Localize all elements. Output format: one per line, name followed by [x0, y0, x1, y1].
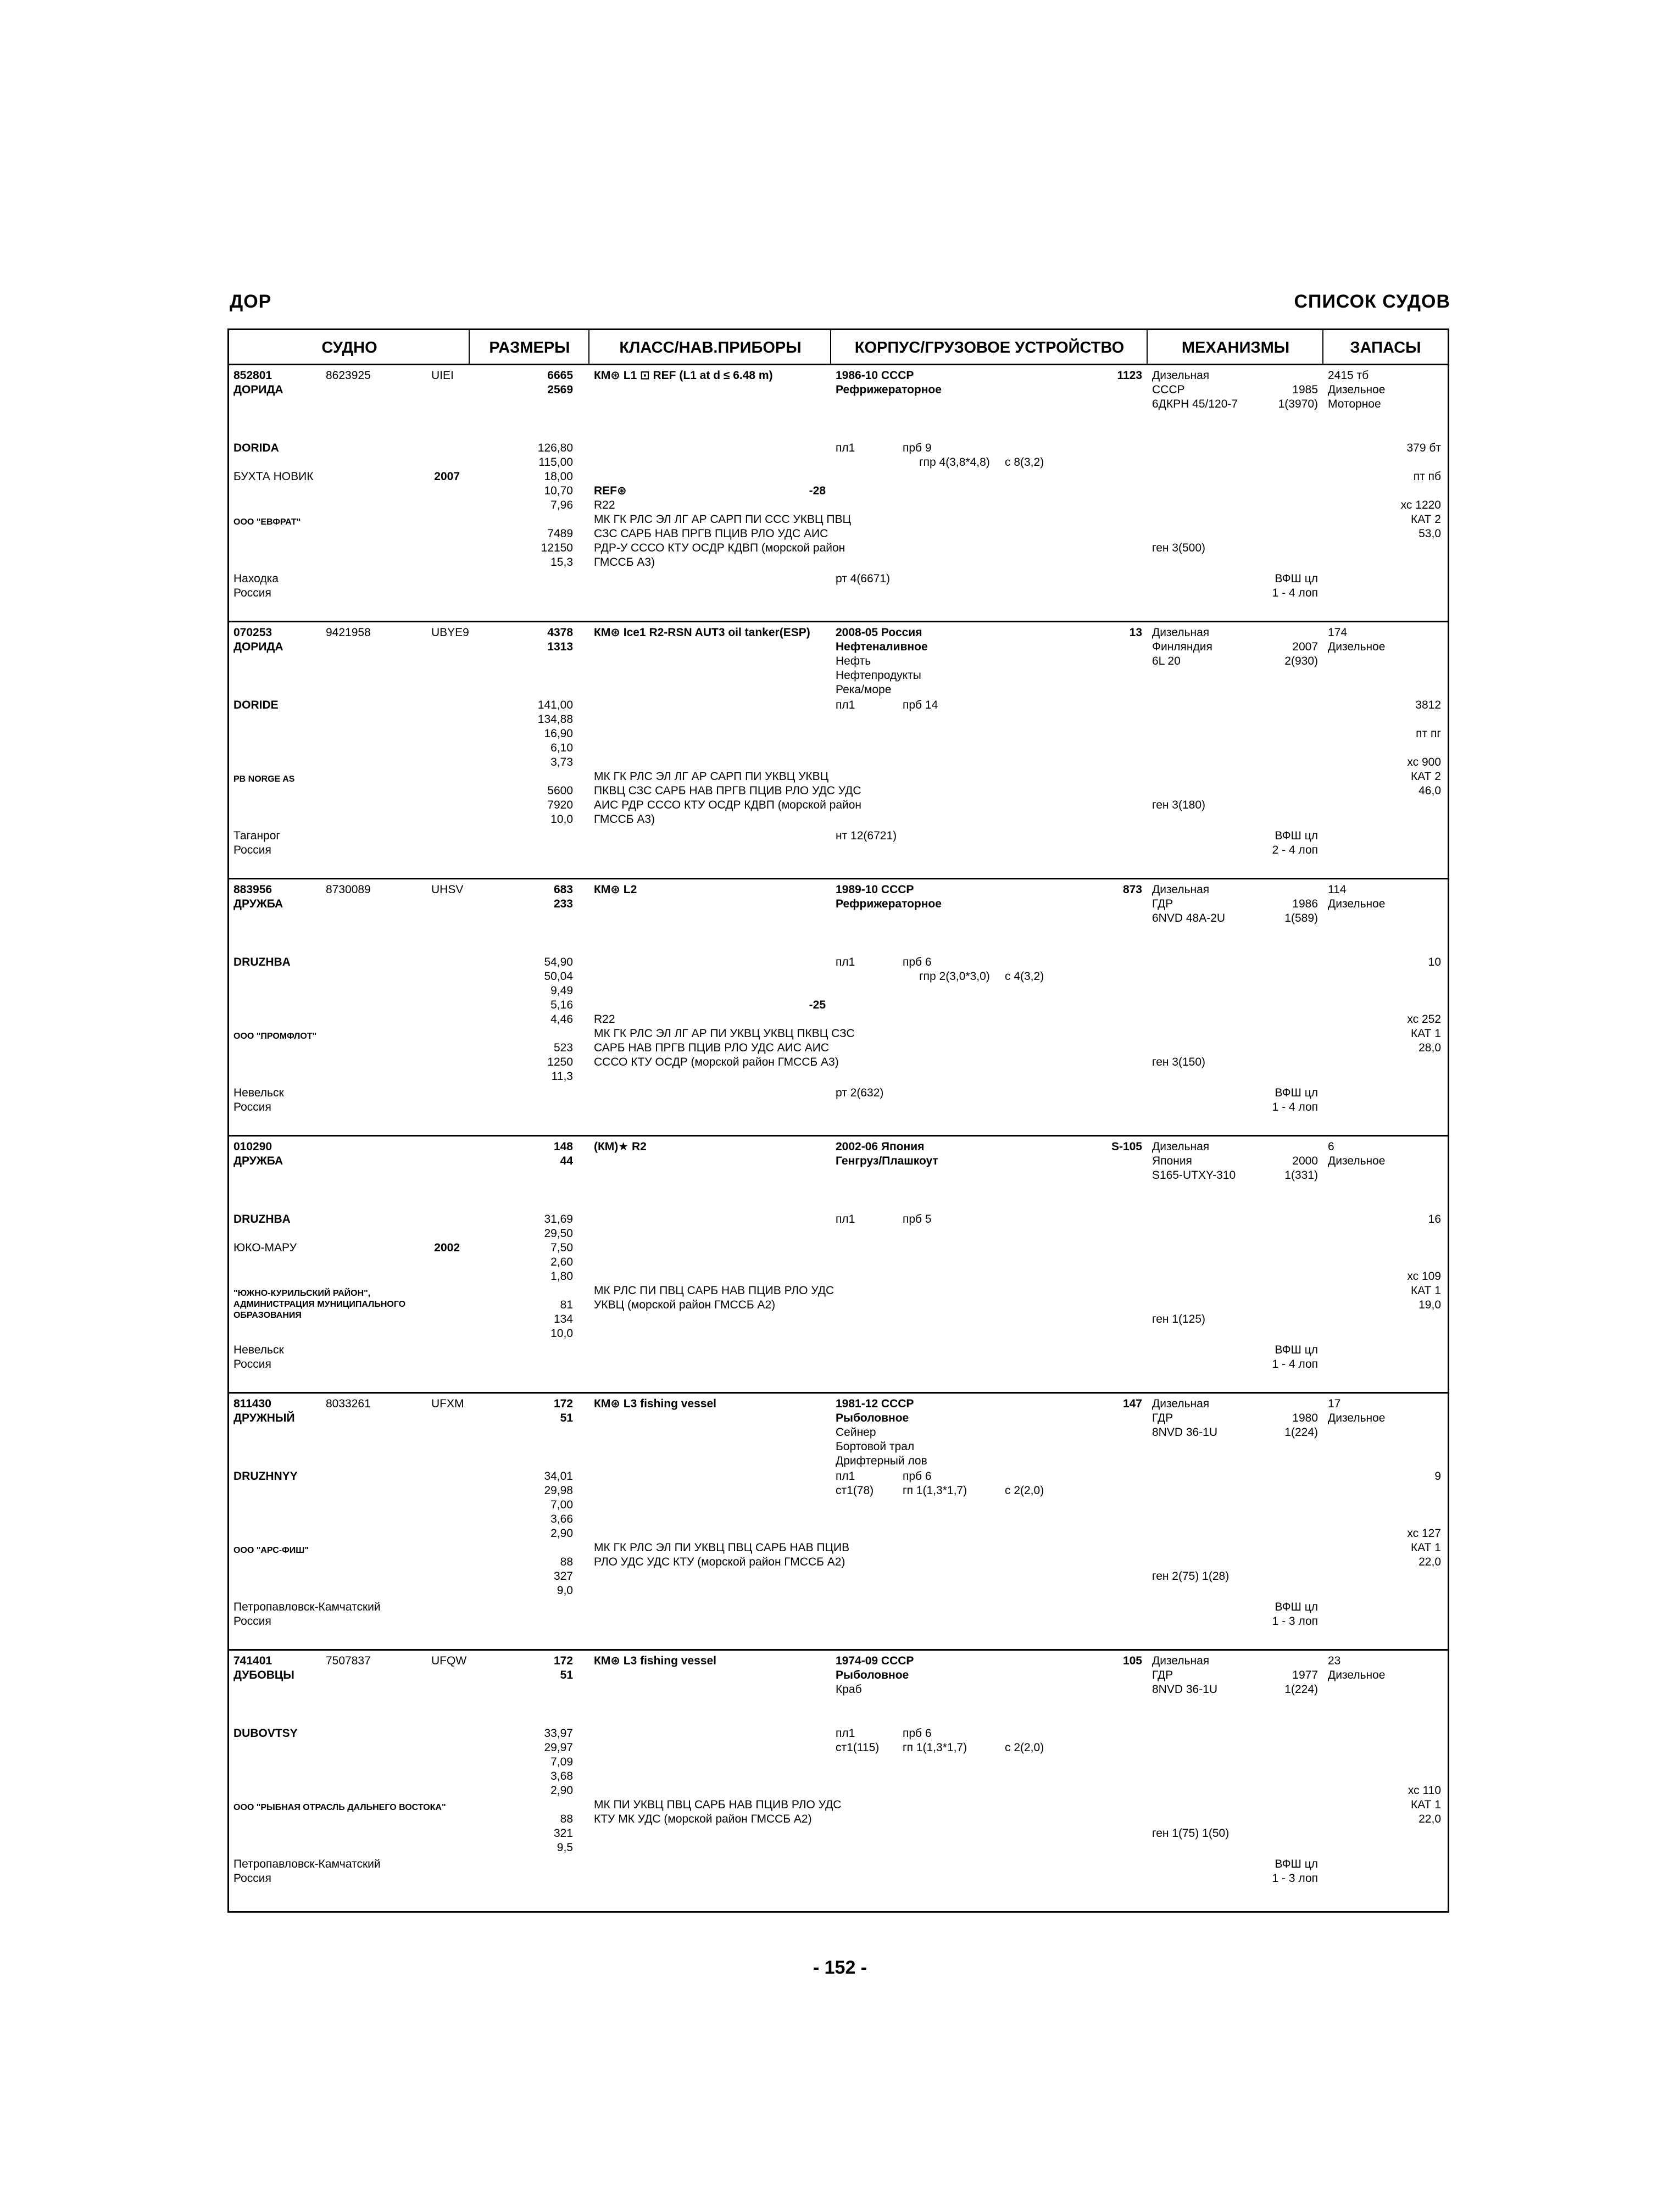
hull-deck: пл1: [836, 699, 855, 711]
nav-equipment-line: ПКВЦ СЗС САРБ НАВ ПРГВ ПЦИВ РЛО УДС УДС: [594, 784, 861, 797]
ship-list-table: [227, 328, 1449, 1913]
hull-type: Дрифтерный лов: [836, 1455, 927, 1467]
ship-home-port: Находка: [233, 572, 279, 585]
class-refrigeration: R22: [594, 499, 615, 511]
stores-fuel: 114: [1328, 883, 1347, 896]
nav-equipment-line: МК ГК РЛС ЭЛ ЛГ АР САРП ПИ УКВЦ УКВЦ: [594, 770, 829, 783]
ship-name-latin: DUBOVTSY: [233, 1727, 298, 1740]
size-value: 11,3: [551, 1070, 573, 1083]
hull-cargo-gear: с 8(3,2): [1005, 456, 1044, 469]
size-value: 141,00: [537, 699, 573, 711]
size-value: 81: [560, 1299, 573, 1311]
class-refrigeration: REF⊛: [594, 484, 627, 497]
size-value: 327: [553, 1570, 573, 1583]
nav-equipment-line: ГМССБ А3): [594, 556, 655, 569]
stores-fuel: Дизельное: [1328, 898, 1386, 910]
hull-yard-number: 873: [1122, 883, 1142, 896]
hull-deck: пл1: [836, 442, 855, 454]
machinery-info: СССР: [1152, 383, 1185, 396]
ship-flag-country: Россия: [233, 1358, 271, 1371]
stores-water: КАТ 2: [1411, 513, 1441, 526]
class-notation: КМ⊛ L2: [594, 883, 637, 896]
machinery-info: ГДР: [1152, 898, 1173, 910]
size-value: 3,73: [550, 756, 573, 768]
ship-build-year: 2007: [434, 470, 460, 483]
stores-value: 16: [1428, 1213, 1441, 1225]
hull-type: Рефрижераторное: [836, 383, 942, 396]
size-value: 9,0: [557, 1584, 573, 1597]
size-value: 3,68: [550, 1770, 573, 1782]
class-notation: КМ⊛ L3 fishing vessel: [594, 1397, 716, 1410]
size-value: 5600: [547, 784, 573, 797]
ship-home-port: Таганрог: [233, 829, 281, 842]
class-notation: КМ⊛ L3 fishing vessel: [594, 1654, 716, 1667]
size-value: 7,50: [550, 1241, 573, 1254]
machinery-value: 1977: [1292, 1669, 1318, 1681]
nav-equipment-line: КТУ МК УДС (морской район ГМССБ А2): [594, 1813, 812, 1825]
column-header-vessel: СУДНО: [229, 330, 470, 365]
hull-bulkheads: гп 1(1,3*1,7): [903, 1741, 967, 1754]
class-notation: КМ⊛ Ice1 R2-RSN AUT3 oil tanker(ESP): [594, 626, 810, 639]
ship-flag-country: Россия: [233, 587, 271, 599]
machinery-info: 6ДКРН 45/120-7: [1152, 398, 1238, 410]
size-value: 54,90: [544, 956, 573, 968]
ship-name-ru: ДОРИДА: [233, 640, 283, 653]
propeller-blades: 1 - 4 лоп: [1272, 1101, 1318, 1113]
size-value: 7,09: [550, 1756, 573, 1768]
size-net-tonnage: 2569: [547, 383, 573, 396]
ship-build-year: 2002: [434, 1241, 460, 1254]
hull-bulkheads: прб 6: [903, 1727, 932, 1740]
ship-name-ru: ДОРИДА: [233, 383, 283, 396]
stores-water: хс 109: [1407, 1270, 1441, 1283]
size-gross-tonnage: 6665: [547, 369, 573, 382]
size-value: 126,80: [537, 442, 573, 454]
class-notation: КМ⊛ L1 ⊡ REF (L1 at d ≤ 6.48 m): [594, 369, 773, 382]
size-net-tonnage: 233: [553, 898, 573, 910]
hull-bulkheads: гпр 2(3,0*3,0): [919, 970, 990, 983]
propeller-blades: 1 - 4 лоп: [1272, 1358, 1318, 1371]
hull-cargo-gear: с 4(3,2): [1005, 970, 1044, 983]
ship-owner: ООО "РЫБНАЯ ОТРАСЛЬ ДАЛЬНЕГО ВОСТОКА": [233, 1803, 446, 1812]
hull-type: Рефрижераторное: [836, 898, 942, 910]
stores-fuel: 2415 тб: [1328, 369, 1369, 382]
machinery-generators: ген 1(125): [1152, 1313, 1206, 1325]
machinery-info: Дизельная: [1152, 1654, 1210, 1667]
stores-water: КАТ 1: [1411, 1798, 1441, 1811]
nav-equipment-line: МК ГК РЛС ЭЛ ЛГ АР ПИ УКВЦ УКВЦ ПКВЦ СЗС: [594, 1027, 855, 1040]
machinery-value: 2000: [1292, 1155, 1318, 1167]
stores-fuel: Дизельное: [1328, 383, 1386, 396]
stores-type: пт пг: [1416, 727, 1441, 740]
ship-imo-number: 8623925: [326, 369, 371, 382]
size-gross-tonnage: 4378: [547, 626, 573, 639]
machinery-info: Финляндия: [1152, 640, 1212, 653]
size-net-tonnage: 51: [560, 1412, 573, 1424]
machinery-value: 1(224): [1284, 1683, 1318, 1696]
ship-owner: "ЮЖНО-КУРИЛЬСКИЙ РАЙОН", АДМИНИСТРАЦИЯ МУНИЦИПАЛЬНОГО ОБРАЗОВАНИЯ: [233, 1289, 406, 1320]
ship-record: [229, 1137, 1448, 1394]
size-value: 88: [560, 1556, 573, 1568]
ship-record: [229, 365, 1448, 622]
hull-type: Сейнер: [836, 1426, 876, 1439]
nav-equipment-line: СЗС САРБ НАВ ПРГВ ПЦИВ РЛО УДС АИС: [594, 527, 828, 540]
size-gross-tonnage: 683: [553, 883, 573, 896]
propeller-blades: 1 - 3 лоп: [1272, 1615, 1318, 1628]
ship-owner: PB NORGE AS: [233, 775, 295, 784]
size-value: 7489: [547, 527, 573, 540]
ship-home-port: Петропавловск-Камчатский: [233, 1858, 381, 1870]
size-net-tonnage: 51: [560, 1669, 573, 1681]
nav-equipment-line: СССО КТУ ОСДР (морской район ГМССБ А3): [594, 1056, 839, 1068]
page-number: - 152 -: [813, 1957, 867, 1978]
ship-call-sign: UBYE9: [431, 626, 469, 639]
size-value: 115,00: [538, 456, 573, 469]
nav-equipment-line: МК ГК РЛС ЭЛ ЛГ АР САРП ПИ ССС УКВЦ ПВЦ: [594, 513, 852, 526]
machinery-value: 1985: [1292, 383, 1318, 396]
stores-water: хс 252: [1407, 1013, 1441, 1026]
machinery-value: 1(224): [1284, 1426, 1318, 1439]
stores-water: 46,0: [1418, 784, 1441, 797]
stores-fuel: Дизельное: [1328, 1155, 1386, 1167]
size-value: 29,97: [544, 1741, 573, 1754]
stores-water: хс 1220: [1400, 499, 1441, 511]
nav-equipment-line: МК ГК РЛС ЭЛ ПИ УКВЦ ПВЦ САРБ НАВ ПЦИВ: [594, 1541, 850, 1554]
machinery-info: 8NVD 36-1U: [1152, 1683, 1218, 1696]
nav-equipment-line: ГМССБ А3): [594, 813, 655, 826]
column-divider: [588, 330, 589, 365]
column-divider: [469, 330, 470, 365]
stores-fuel: Моторное: [1328, 398, 1381, 410]
hull-deck: пл1: [836, 956, 855, 968]
ship-name-latin: DORIDA: [233, 442, 279, 454]
class-temperature: -28: [809, 484, 826, 497]
size-value: 2,90: [550, 1527, 573, 1540]
hull-yard-number: 147: [1122, 1397, 1142, 1410]
size-value: 6,10: [550, 742, 573, 754]
stores-value: 10: [1428, 956, 1441, 968]
ship-registry-number: 741401: [233, 1654, 272, 1667]
machinery-value: 2007: [1292, 640, 1318, 653]
hull-deck: пл1: [836, 1727, 855, 1740]
column-header-class: КЛАСС/НАВ.ПРИБОРЫ: [589, 330, 831, 365]
ship-record: [229, 879, 1448, 1137]
ship-owner: ООО "ПРОМФЛОТ": [233, 1032, 317, 1041]
propeller-type: ВФШ цл: [1275, 1344, 1318, 1356]
size-value: 10,70: [544, 484, 573, 497]
hull-yard-number: 13: [1129, 626, 1142, 639]
class-temperature: -25: [809, 999, 826, 1011]
ship-record: [229, 622, 1448, 879]
propeller-type: ВФШ цл: [1275, 1087, 1318, 1099]
ship-flag-country: Россия: [233, 1615, 271, 1628]
column-divider: [830, 330, 831, 365]
nav-equipment-line: МК ПИ УКВЦ ПВЦ САРБ НАВ ПЦИВ РЛО УДС: [594, 1798, 842, 1811]
size-value: 12150: [541, 542, 573, 554]
size-value: 33,97: [544, 1727, 573, 1740]
size-net-tonnage: 1313: [547, 640, 573, 653]
size-value: 3,66: [550, 1513, 573, 1525]
machinery-generators: ген 3(180): [1152, 799, 1206, 811]
ship-imo-number: 9421958: [326, 626, 371, 639]
nav-equipment-line: РДР-У СССО КТУ ОСДР КДВП (морской район: [594, 542, 845, 554]
machinery-value: 1(331): [1284, 1169, 1318, 1182]
ship-name-latin: DRUZHNYY: [233, 1470, 298, 1483]
hull-build-date: 1981-12 СССР: [836, 1397, 914, 1410]
hull-yard-number: 105: [1122, 1654, 1142, 1667]
machinery-value: 1(3970): [1278, 398, 1318, 410]
nav-equipment-line: УКВЦ (морской район ГМССБ А2): [594, 1299, 776, 1311]
size-value: 50,04: [544, 970, 573, 983]
machinery-info: Дизельная: [1152, 369, 1210, 382]
size-value: 16,90: [544, 727, 573, 740]
ship-home-port: Невельск: [233, 1344, 284, 1356]
hull-bulkheads: прб 14: [903, 699, 938, 711]
propeller-type: ВФШ цл: [1275, 1601, 1318, 1613]
hull-deck: ст1(78): [836, 1484, 874, 1497]
stores-fuel: 17: [1328, 1397, 1341, 1410]
ship-registry-number: 883956: [233, 883, 272, 896]
ship-call-sign: UFXM: [431, 1397, 464, 1410]
size-value: 2,60: [550, 1256, 573, 1268]
hull-type: Нефть: [836, 655, 871, 667]
ship-registry-number: 811430: [233, 1397, 271, 1410]
size-value: 10,0: [550, 1327, 573, 1340]
hull-cargo-gear: с 2(2,0): [1005, 1484, 1044, 1497]
machinery-generators: ген 3(500): [1152, 542, 1206, 554]
stores-water: хс 127: [1407, 1527, 1441, 1540]
hull-type: Краб: [836, 1683, 862, 1696]
ship-name-latin: DORIDE: [233, 699, 279, 711]
stores-value: 9: [1434, 1470, 1441, 1483]
size-gross-tonnage: 148: [553, 1140, 573, 1153]
size-value: 9,49: [550, 984, 573, 997]
column-divider: [1322, 330, 1323, 365]
ship-flag-country: Россия: [233, 1872, 271, 1885]
size-value: 29,50: [544, 1227, 573, 1240]
hull-build-date: 1974-09 СССР: [836, 1654, 914, 1667]
hull-holds: нт 12(6721): [836, 829, 897, 842]
hull-type: Рыболовное: [836, 1669, 909, 1681]
stores-fuel: Дизельное: [1328, 1669, 1386, 1681]
ship-record: [229, 1651, 1448, 1908]
ship-name-latin: DRUZHBA: [233, 1213, 291, 1225]
size-value: 88: [560, 1813, 573, 1825]
hull-bulkheads: прб 6: [903, 956, 932, 968]
stores-value: 3812: [1415, 699, 1441, 711]
hull-yard-number: 1123: [1117, 369, 1142, 382]
size-value: 5,16: [550, 999, 573, 1011]
hull-type: Рыболовное: [836, 1412, 909, 1424]
propeller-type: ВФШ цл: [1275, 572, 1318, 585]
size-value: 31,69: [544, 1213, 573, 1225]
size-value: 29,98: [544, 1484, 573, 1497]
hull-type: Нефтепродукты: [836, 669, 921, 682]
ship-call-sign: UIEI: [431, 369, 454, 382]
ship-call-sign: UHSV: [431, 883, 464, 896]
column-divider: [1147, 330, 1148, 365]
machinery-generators: ген 3(150): [1152, 1056, 1206, 1068]
ship-home-port: Невельск: [233, 1087, 284, 1099]
stores-water: 22,0: [1418, 1556, 1441, 1568]
hull-deck: ст1(115): [836, 1741, 880, 1754]
stores-water: хс 900: [1407, 756, 1441, 768]
hull-holds: рт 4(6671): [836, 572, 891, 585]
stores-fuel: Дизельное: [1328, 1412, 1386, 1424]
propeller-blades: 1 - 4 лоп: [1272, 587, 1318, 599]
stores-fuel: Дизельное: [1328, 640, 1386, 653]
hull-yard-number: S-105: [1111, 1140, 1142, 1153]
machinery-info: 6L 20: [1152, 655, 1181, 667]
class-notation: (КМ)★ R2: [594, 1140, 647, 1153]
size-value: 134,88: [537, 713, 573, 726]
stores-water: 22,0: [1418, 1813, 1441, 1825]
stores-water: хс 110: [1408, 1784, 1441, 1797]
size-value: 523: [553, 1041, 573, 1054]
machinery-info: S165-UTXY-310: [1152, 1169, 1236, 1182]
ship-imo-number: 7507837: [326, 1654, 371, 1667]
size-value: 9,5: [557, 1841, 573, 1854]
header-left-title: ДОР: [230, 291, 272, 312]
machinery-info: Дизельная: [1152, 883, 1210, 896]
propeller-blades: 2 - 4 лоп: [1272, 844, 1318, 856]
hull-bulkheads: прб 9: [903, 442, 932, 454]
size-value: 1,80: [550, 1270, 573, 1283]
column-header-machinery: МЕХАНИЗМЫ: [1148, 330, 1323, 365]
ship-registry-number: 010290: [233, 1140, 272, 1153]
hull-build-date: 2008-05 Россия: [836, 626, 922, 639]
hull-bulkheads: прб 6: [903, 1470, 932, 1483]
stores-water: КАТ 2: [1411, 770, 1441, 783]
hull-build-date: 1989-10 СССР: [836, 883, 914, 896]
size-value: 7,00: [550, 1498, 573, 1511]
stores-water: КАТ 1: [1411, 1541, 1441, 1554]
size-gross-tonnage: 172: [553, 1654, 573, 1667]
ship-registry-number: 852801: [233, 369, 272, 382]
hull-cargo-gear: с 2(2,0): [1005, 1741, 1044, 1754]
machinery-value: 1980: [1292, 1412, 1318, 1424]
size-value: 34,01: [544, 1470, 573, 1483]
size-value: 4,46: [550, 1013, 573, 1026]
machinery-info: 6NVD 48A-2U: [1152, 912, 1226, 924]
machinery-info: Япония: [1152, 1155, 1192, 1167]
hull-type: Река/море: [836, 683, 892, 696]
ship-name-latin: DRUZHBA: [233, 956, 291, 968]
size-value: 10,0: [550, 813, 573, 826]
ship-name-ru: ДРУЖНЫЙ: [233, 1412, 295, 1424]
size-value: 321: [553, 1827, 573, 1840]
machinery-info: Дизельная: [1152, 1397, 1210, 1410]
size-value: 1250: [547, 1056, 573, 1068]
hull-build-date: 1986-10 СССР: [836, 369, 914, 382]
ship-record: [229, 1394, 1448, 1651]
hull-holds: рт 2(632): [836, 1087, 884, 1099]
propeller-type: ВФШ цл: [1275, 829, 1318, 842]
class-refrigeration: R22: [594, 1013, 615, 1026]
ship-call-sign: UFQW: [431, 1654, 467, 1667]
hull-bulkheads: гпр 4(3,8*4,8): [919, 456, 990, 469]
nav-equipment-line: МК РЛС ПИ ПВЦ САРБ НАВ ПЦИВ РЛО УДС: [594, 1284, 835, 1297]
nav-equipment-line: РЛО УДС УДС КТУ (морской район ГМССБ А2): [594, 1556, 845, 1568]
propeller-type: ВФШ цл: [1275, 1858, 1318, 1870]
column-header-hull: КОРПУС/ГРУЗОВОЕ УСТРОЙСТВО: [831, 330, 1148, 365]
ship-name-ru: ДРУЖБА: [233, 898, 283, 910]
size-net-tonnage: 44: [560, 1155, 573, 1167]
ship-registry-number: 070253: [233, 626, 272, 639]
hull-bulkheads: прб 5: [903, 1213, 932, 1225]
hull-type: Генгруз/Плашкоут: [836, 1155, 938, 1167]
propeller-blades: 1 - 3 лоп: [1272, 1872, 1318, 1885]
machinery-value: 1(589): [1284, 912, 1318, 924]
column-header-stores: ЗАПАСЫ: [1323, 330, 1448, 365]
ship-owner: ООО "АРС-ФИШ": [233, 1546, 309, 1555]
ship-build-place: ЮКО-МАРУ: [233, 1241, 297, 1254]
hull-bulkheads: гп 1(1,3*1,7): [903, 1484, 967, 1497]
machinery-info: 8NVD 36-1U: [1152, 1426, 1218, 1439]
size-value: 7,96: [550, 499, 573, 511]
hull-deck: пл1: [836, 1213, 855, 1225]
size-value: 18,00: [544, 470, 573, 483]
machinery-generators: ген 2(75) 1(28): [1152, 1570, 1230, 1583]
size-value: 7920: [547, 799, 573, 811]
machinery-info: ГДР: [1152, 1412, 1173, 1424]
stores-water: 53,0: [1418, 527, 1441, 540]
ship-flag-country: Россия: [233, 844, 271, 856]
ship-imo-number: 8033261: [326, 1397, 371, 1410]
machinery-generators: ген 1(75) 1(50): [1152, 1827, 1230, 1840]
machinery-info: ГДР: [1152, 1669, 1173, 1681]
hull-type: Бортовой трал: [836, 1440, 915, 1453]
machinery-value: 1986: [1292, 898, 1318, 910]
size-value: 15,3: [550, 556, 573, 569]
machinery-info: Дизельная: [1152, 626, 1210, 639]
nav-equipment-line: САРБ НАВ ПРГВ ПЦИВ РЛО УДС АИС АИС: [594, 1041, 829, 1054]
size-value: 134: [553, 1313, 573, 1325]
header-right-title: СПИСОК СУДОВ: [1294, 291, 1450, 312]
hull-deck: пл1: [836, 1470, 855, 1483]
hull-build-date: 2002-06 Япония: [836, 1140, 925, 1153]
machinery-value: 2(930): [1284, 655, 1318, 667]
stores-type: пт пб: [1413, 470, 1441, 483]
ship-name-ru: ДРУЖБА: [233, 1155, 283, 1167]
ship-imo-number: 8730089: [326, 883, 371, 896]
size-value: 2,90: [550, 1784, 573, 1797]
hull-type: Нефтеналивное: [836, 640, 928, 653]
ship-owner: ООО "ЕВФРАТ": [233, 517, 301, 527]
stores-fuel: 6: [1328, 1140, 1334, 1153]
ship-flag-country: Россия: [233, 1101, 271, 1113]
ship-name-ru: ДУБОВЦЫ: [233, 1669, 294, 1681]
stores-water: 28,0: [1418, 1041, 1441, 1054]
stores-fuel: 23: [1328, 1654, 1341, 1667]
stores-water: КАТ 1: [1411, 1284, 1441, 1297]
stores-water: 19,0: [1418, 1299, 1441, 1311]
stores-water: КАТ 1: [1411, 1027, 1441, 1040]
stores-value: 379 бт: [1406, 442, 1441, 454]
nav-equipment-line: АИС РДР СССО КТУ ОСДР КДВП (морской район: [594, 799, 862, 811]
ship-home-port: Петропавловск-Камчатский: [233, 1601, 381, 1613]
stores-fuel: 174: [1328, 626, 1348, 639]
ship-build-place: БУХТА НОВИК: [233, 470, 314, 483]
machinery-info: Дизельная: [1152, 1140, 1210, 1153]
size-gross-tonnage: 172: [553, 1397, 573, 1410]
column-header-sizes: РАЗМЕРЫ: [470, 330, 589, 365]
